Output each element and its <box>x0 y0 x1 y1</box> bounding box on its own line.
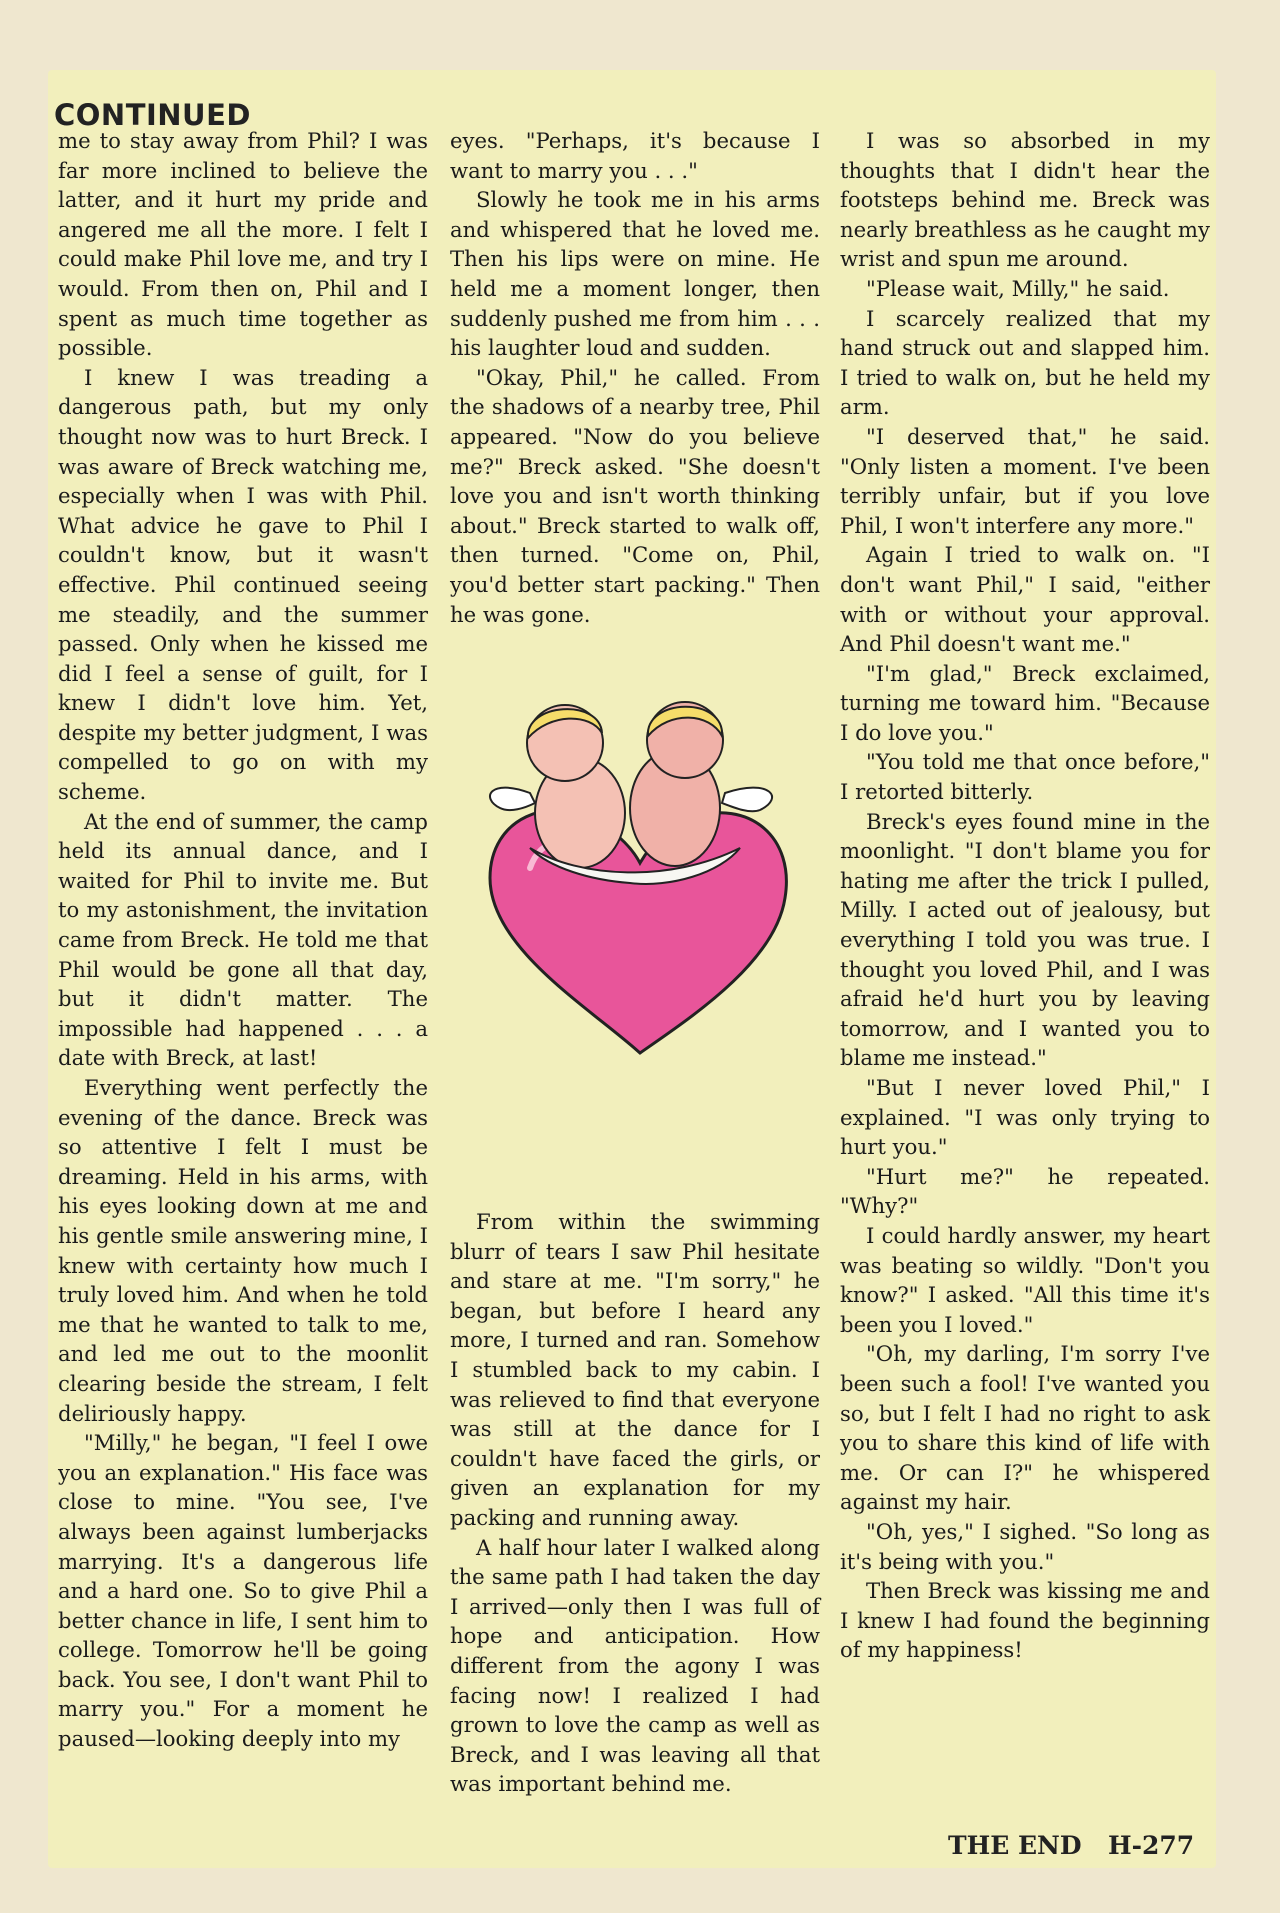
right-wing <box>722 788 772 812</box>
paragraph: "I deserved that," he said. "Only listen a moment. I've been terribly unfair, but if you love Phil, I won't interfere any more." <box>840 423 1210 538</box>
paragraph: I knew I was treading a dangerous path, but my only thought now was to hurt Breck. I was aware of Breck watching me, especially when I was with Phil. What advice he gave to Phil I couldn't know, but it wasn't effective. Phil continued seeing me steadily, and the summer passed. Only when he kissed me did I feel a sense of guilt, for I knew I didn't love him. Yet, despite my better judgment, I was compelled to go on with my scheme. <box>58 364 428 805</box>
paragraph: I was so absorbed in my thoughts that I didn't hear the footsteps behind me. Breck was nearly breathless as he caught my wrist and spun me around. <box>840 128 1210 272</box>
paragraph: "Milly," he began, "I feel I owe you an explanation." His face was close to mine. "You see, I've always been against lumberjacks marrying. It's a dangerous life and a hard one. So to give Phil a better chance in life, I sent him to college. Tomorrow he'll be going back. You see, I don't want Phil to marry you." For a moment he paused—looking deeply into my <box>58 1430 428 1752</box>
paragraph: "Please wait, Milly," he said. <box>866 275 1170 301</box>
paragraph: eyes. "Perhaps, it's because I want to marry you . . ." <box>450 128 820 183</box>
cherubs-heart-illustration <box>470 698 810 1078</box>
paragraph: "Hurt me?" he repeated. "Why?" <box>840 1163 1210 1219</box>
paragraph: "Oh, yes," I sighed. "So long as it's being with you." <box>840 1518 1210 1574</box>
paragraph: Breck's eyes found mine in the moonlight. "I don't blame you for hating me after the trick I pulled, Milly. I acted out of jealousy, but everything I told you was true. I thought you loved Phil, and I was afraid he'd hurt you by leaving tomorrow, and I wanted you to blame me instead." <box>840 808 1210 1071</box>
heart-shape <box>490 810 786 1053</box>
paragraph: "You told me that once before," I retorted bitterly. <box>840 749 1210 805</box>
page-code: H-277 <box>1108 1831 1195 1860</box>
column-2-top <box>450 126 820 629</box>
paragraph: "Oh, my darling, I'm sorry I've been such a fool! I've wanted you so, but I felt I had no right to ask you to share this kind of life with me. Or can I?" he whispered against my hair. <box>840 1341 1210 1515</box>
left-wing <box>490 788 535 810</box>
paragraph: From within the swimming blurr of tears I saw Phil hesitate and stare at me. "I'm sorry," he began, but before I heard any more, I turned and ran. Somehow I stumbled back to my cabin. I was relieved to find that everyone was still at the dance for I couldn't have faced the girls, or given an explanation for my packing and running away. <box>450 1209 820 1530</box>
paragraph: A half hour later I walked along the same path I had taken the day I arrived—only then I was full of hope and anticipation. How different from the agony I was facing now! I realized I had grown to love the camp as well as Breck, and I was leaving all that was important behind me. <box>450 1534 820 1797</box>
paragraph: At the end of summer, the camp held its annual dance, and I waited for Phil to invite me. But to my astonishment, the invitation came from Breck. He told me that Phil would be gone all that day, but it didn't matter. The impossible had happened . . . a date with Breck, at last! <box>58 808 428 1071</box>
paragraph: Slowly he took me in his arms and whispered that he loved me. Then his lips were on mine. He held me a moment longer, then suddenly pushed me from him . . . his laughter loud and sudden. <box>450 187 820 361</box>
paragraph: I scarcely realized that my hand struck out and slapped him. I tried to walk on, but he held my arm. <box>840 305 1210 420</box>
paragraph: "Okay, Phil," he called. From the shadows of a nearby tree, Phil appeared. "Now do you believe me?" Breck asked. "She doesn't love you and isn't worth thinking about." Breck started to walk off, then turned. "Come on, Phil, you'd better start packing." Then he was gone. <box>450 364 820 627</box>
paragraph: me to stay away from Phil? I was far more inclined to believe the latter, and it hurt my pride and angered me all the more. I felt I could make Phil love me, and try I would. From then on, Phil and I spent as much time together as possible. <box>58 128 428 361</box>
paragraph: Everything went perfectly the evening of the dance. Breck was so attentive I felt I must be dreaming. Held in his arms, with his eyes looking down at me and his gentle smile answering mine, I knew with certainty how much I truly loved him. And when he told me that he wanted to talk to me, and led me out to the moonlit clearing beside the stream, I felt deliriously happy. <box>58 1075 428 1426</box>
paragraph: "I'm glad," Breck exclaimed, turning me toward him. "Because I do love you." <box>840 660 1210 745</box>
paragraph: Then Breck was kissing me and I knew I had found the beginning of my happiness! <box>840 1578 1210 1663</box>
the-end-label: THE END <box>948 1831 1082 1860</box>
paragraph: "But I never loved Phil," I explained. "I was only trying to hurt you." <box>840 1075 1210 1160</box>
column-2-bottom <box>450 1207 820 1799</box>
paragraph: I could hardly answer, my heart was beating so wildly. "Don't you know?" I asked. "All this time it's been you I loved." <box>840 1222 1210 1337</box>
column-1 <box>58 126 428 1754</box>
continued-heading: CONTINUED <box>54 98 251 132</box>
column-3 <box>840 126 1210 1665</box>
paragraph: Again I tried to walk on. "I don't want Phil," I said, "either with or without your approval. And Phil doesn't want me." <box>840 542 1210 657</box>
